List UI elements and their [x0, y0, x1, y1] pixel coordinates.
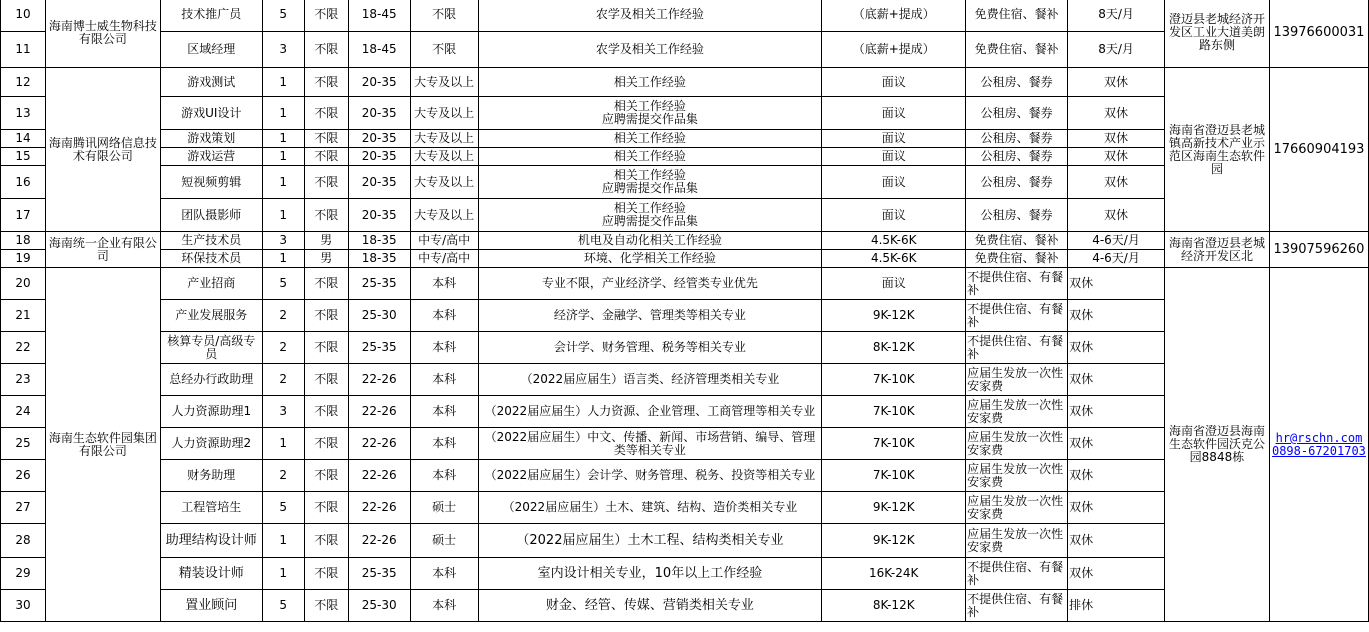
- requirement: （2022届应届生）中文、传播、新闻、市场营销、编导、管理类等相关专业: [478, 428, 822, 460]
- rest: 双休: [1068, 396, 1165, 428]
- rest: 双休: [1068, 492, 1165, 524]
- gender: 不限: [304, 0, 348, 32]
- position: 技术推广员: [160, 0, 262, 32]
- salary: 9K-12K: [822, 300, 966, 332]
- contact-email[interactable]: hr@rschn.com: [1275, 430, 1363, 445]
- benefits: 应届生发放一次性安家费: [966, 396, 1068, 428]
- rest: 双休: [1068, 300, 1165, 332]
- contact-phone: 17660904193: [1269, 68, 1368, 232]
- contact-phone[interactable]: 0898-67201703: [1271, 443, 1366, 458]
- count: 2: [262, 332, 304, 364]
- benefits: 不提供住宿、有餐补: [966, 332, 1068, 364]
- count: 1: [262, 524, 304, 558]
- education: 大专及以上: [410, 130, 478, 148]
- rest: 双休: [1068, 332, 1165, 364]
- count: 1: [262, 68, 304, 97]
- table-row: [1, 166, 1369, 199]
- gender: 不限: [304, 166, 348, 199]
- gender: 不限: [304, 428, 348, 460]
- salary: 面议: [822, 148, 966, 166]
- age: 18-35: [348, 250, 410, 268]
- salary: 7K-10K: [822, 460, 966, 492]
- requirement: （2022届应届生）土木工程、结构类相关专业: [478, 524, 822, 558]
- table-row: [1, 148, 1369, 166]
- education: 本科: [410, 590, 478, 622]
- row-number: 23: [1, 364, 46, 396]
- benefits: 公租房、餐券: [966, 97, 1068, 130]
- education: 中专/高中: [410, 232, 478, 250]
- gender: 不限: [304, 130, 348, 148]
- row-number: 20: [1, 268, 46, 300]
- table-row: [1, 32, 1369, 68]
- table-row: [1, 396, 1369, 428]
- gender: 不限: [304, 524, 348, 558]
- position: 游戏测试: [160, 68, 262, 97]
- education: 本科: [410, 364, 478, 396]
- row-number: 14: [1, 130, 46, 148]
- age: 22-26: [348, 524, 410, 558]
- requirement: 农学及相关工作经验: [478, 32, 822, 68]
- age: 20-35: [348, 130, 410, 148]
- contact-phone: 13976600031: [1269, 0, 1368, 68]
- requirement: 经济学、金融学、管理类等相关专业: [478, 300, 822, 332]
- rest: 8天/月: [1068, 0, 1165, 32]
- gender: 不限: [304, 558, 348, 590]
- rest: 双休: [1068, 166, 1165, 199]
- rest: 双休: [1068, 68, 1165, 97]
- table-row: [1, 268, 1369, 300]
- salary: （底薪+提成）: [822, 0, 966, 32]
- table-row: [1, 524, 1369, 558]
- education: 大专及以上: [410, 68, 478, 97]
- benefits: 免费住宿、餐补: [966, 0, 1068, 32]
- row-number: 18: [1, 232, 46, 250]
- benefits: 公租房、餐券: [966, 199, 1068, 232]
- requirement: 相关工作经验 应聘需提交作品集: [478, 166, 822, 199]
- position: 游戏UI设计: [160, 97, 262, 130]
- position: 人力资源助理2: [160, 428, 262, 460]
- salary: 面议: [822, 97, 966, 130]
- requirement: 环境、化学相关工作经验: [478, 250, 822, 268]
- requirement: （2022届应届生）会计学、财务管理、税务、投资等相关专业: [478, 460, 822, 492]
- gender: 不限: [304, 364, 348, 396]
- table-row: [1, 460, 1369, 492]
- count: 5: [262, 268, 304, 300]
- rest: 4-6天/月: [1068, 250, 1165, 268]
- requirement: 相关工作经验 应聘需提交作品集: [478, 97, 822, 130]
- requirement: （2022届应届生）人力资源、企业管理、工商管理等相关专业: [478, 396, 822, 428]
- table-row: [1, 558, 1369, 590]
- benefits: 公租房、餐券: [966, 68, 1068, 97]
- table-row: [1, 130, 1369, 148]
- benefits: 不提供住宿、有餐补: [966, 558, 1068, 590]
- count: 2: [262, 300, 304, 332]
- age: 18-35: [348, 232, 410, 250]
- company-address: 海南省澄迈县老城经济开发区北: [1164, 232, 1269, 268]
- position: 环保技术员: [160, 250, 262, 268]
- salary: 4.5K-6K: [822, 232, 966, 250]
- position: 短视频剪辑: [160, 166, 262, 199]
- benefits: 应届生发放一次性安家费: [966, 460, 1068, 492]
- table-row: [1, 364, 1369, 396]
- rest: 排休: [1068, 590, 1165, 622]
- education: 本科: [410, 428, 478, 460]
- age: 20-35: [348, 148, 410, 166]
- gender: 不限: [304, 590, 348, 622]
- salary: 7K-10K: [822, 428, 966, 460]
- requirement: （2022届应届生）语言类、经济管理类相关专业: [478, 364, 822, 396]
- table-row: [1, 428, 1369, 460]
- age: 20-35: [348, 97, 410, 130]
- gender: 不限: [304, 460, 348, 492]
- salary: 面议: [822, 268, 966, 300]
- row-number: 26: [1, 460, 46, 492]
- count: 1: [262, 428, 304, 460]
- count: 3: [262, 232, 304, 250]
- row-number: 24: [1, 396, 46, 428]
- age: 20-35: [348, 166, 410, 199]
- requirement: 农学及相关工作经验: [478, 0, 822, 32]
- position: 游戏运营: [160, 148, 262, 166]
- requirement: 相关工作经验: [478, 68, 822, 97]
- benefits: 应届生发放一次性安家费: [966, 524, 1068, 558]
- company-name: 海南腾讯网络信息技术有限公司: [45, 68, 160, 232]
- benefits: 不提供住宿、有餐补: [966, 268, 1068, 300]
- company-address: 澄迈县老城经济开发区工业大道美朗路东侧: [1164, 0, 1269, 68]
- row-number: 15: [1, 148, 46, 166]
- education: 大专及以上: [410, 148, 478, 166]
- education: 不限: [410, 0, 478, 32]
- age: 25-35: [348, 268, 410, 300]
- rest: 双休: [1068, 558, 1165, 590]
- age: 22-26: [348, 396, 410, 428]
- count: 1: [262, 97, 304, 130]
- table-row: [1, 300, 1369, 332]
- table-row: [1, 0, 1369, 32]
- benefits: 免费住宿、餐补: [966, 32, 1068, 68]
- gender: 不限: [304, 396, 348, 428]
- position: 区域经理: [160, 32, 262, 68]
- age: 25-35: [348, 332, 410, 364]
- rest: 双休: [1068, 428, 1165, 460]
- age: 22-26: [348, 428, 410, 460]
- rest: 8天/月: [1068, 32, 1165, 68]
- benefits: 公租房、餐券: [966, 148, 1068, 166]
- salary: 4.5K-6K: [822, 250, 966, 268]
- row-number: 29: [1, 558, 46, 590]
- salary: 9K-12K: [822, 492, 966, 524]
- salary: 面议: [822, 199, 966, 232]
- count: 3: [262, 32, 304, 68]
- benefits: 免费住宿、餐补: [966, 250, 1068, 268]
- company-name: 海南统一企业有限公司: [45, 232, 160, 268]
- education: 大专及以上: [410, 166, 478, 199]
- benefits: 不提供住宿、有餐补: [966, 300, 1068, 332]
- count: 2: [262, 364, 304, 396]
- education: 本科: [410, 268, 478, 300]
- table-row: [1, 97, 1369, 130]
- salary: 7K-10K: [822, 396, 966, 428]
- education: 本科: [410, 332, 478, 364]
- gender: 不限: [304, 300, 348, 332]
- gender: 不限: [304, 68, 348, 97]
- education: 本科: [410, 396, 478, 428]
- education: 大专及以上: [410, 199, 478, 232]
- count: 3: [262, 396, 304, 428]
- row-number: 28: [1, 524, 46, 558]
- rest: 双休: [1068, 524, 1165, 558]
- row-number: 12: [1, 68, 46, 97]
- age: 20-35: [348, 68, 410, 97]
- education: 硕士: [410, 524, 478, 558]
- benefits: 不提供住宿、有餐补: [966, 590, 1068, 622]
- count: 5: [262, 590, 304, 622]
- benefits: 公租房、餐券: [966, 166, 1068, 199]
- row-number: 16: [1, 166, 46, 199]
- education: 硕士: [410, 492, 478, 524]
- table-row: [1, 199, 1369, 232]
- age: 20-35: [348, 199, 410, 232]
- row-number: 21: [1, 300, 46, 332]
- position: 财务助理: [160, 460, 262, 492]
- position: 总经办行政助理: [160, 364, 262, 396]
- position: 置业顾问: [160, 590, 262, 622]
- rest: 双休: [1068, 148, 1165, 166]
- age: 18-45: [348, 32, 410, 68]
- education: 大专及以上: [410, 97, 478, 130]
- gender: 不限: [304, 97, 348, 130]
- gender: 男: [304, 250, 348, 268]
- requirement: 相关工作经验: [478, 148, 822, 166]
- requirement: 室内设计相关专业，10年以上工作经验: [478, 558, 822, 590]
- age: 25-35: [348, 558, 410, 590]
- salary: 16K-24K: [822, 558, 966, 590]
- salary: 面议: [822, 130, 966, 148]
- row-number: 13: [1, 97, 46, 130]
- count: 1: [262, 558, 304, 590]
- rest: 4-6天/月: [1068, 232, 1165, 250]
- position: 精装设计师: [160, 558, 262, 590]
- education: 本科: [410, 300, 478, 332]
- gender: 不限: [304, 199, 348, 232]
- benefits: 免费住宿、餐补: [966, 232, 1068, 250]
- table-row: [1, 332, 1369, 364]
- rest: 双休: [1068, 268, 1165, 300]
- benefits: 公租房、餐券: [966, 130, 1068, 148]
- position: 助理结构设计师: [160, 524, 262, 558]
- rest: 双休: [1068, 130, 1165, 148]
- salary: 8K-12K: [822, 332, 966, 364]
- count: 1: [262, 250, 304, 268]
- age: 22-26: [348, 492, 410, 524]
- requirement: 专业不限，产业经济学、经管类专业优先: [478, 268, 822, 300]
- row-number: 27: [1, 492, 46, 524]
- company-name: 海南生态软件园集团有限公司: [45, 268, 160, 622]
- age: 22-26: [348, 364, 410, 396]
- gender: 不限: [304, 492, 348, 524]
- contact-phone: 13907596260: [1269, 232, 1368, 268]
- count: 1: [262, 130, 304, 148]
- position: 人力资源助理1: [160, 396, 262, 428]
- row-number: 30: [1, 590, 46, 622]
- position: 游戏策划: [160, 130, 262, 148]
- table-row: [1, 590, 1369, 622]
- salary: 面议: [822, 68, 966, 97]
- age: 22-26: [348, 460, 410, 492]
- table-row: [1, 68, 1369, 97]
- gender: 男: [304, 232, 348, 250]
- row-number: 22: [1, 332, 46, 364]
- rest: 双休: [1068, 460, 1165, 492]
- benefits: 应届生发放一次性安家费: [966, 428, 1068, 460]
- gender: 不限: [304, 148, 348, 166]
- age: 18-45: [348, 0, 410, 32]
- salary: 9K-12K: [822, 524, 966, 558]
- position: 团队摄影师: [160, 199, 262, 232]
- table-row: [1, 232, 1369, 250]
- requirement: 机电及自动化相关工作经验: [478, 232, 822, 250]
- salary: （底薪+提成）: [822, 32, 966, 68]
- rest: 双休: [1068, 97, 1165, 130]
- position: 产业招商: [160, 268, 262, 300]
- requirement: （2022届应届生）土木、建筑、结构、造价类相关专业: [478, 492, 822, 524]
- gender: 不限: [304, 32, 348, 68]
- gender: 不限: [304, 268, 348, 300]
- requirement: 相关工作经验: [478, 130, 822, 148]
- benefits: 应届生发放一次性安家费: [966, 364, 1068, 396]
- company-name: 海南博士威生物科技有限公司: [45, 0, 160, 68]
- salary: 8K-12K: [822, 590, 966, 622]
- requirement: 相关工作经验 应聘需提交作品集: [478, 199, 822, 232]
- position: 工程管培生: [160, 492, 262, 524]
- requirement: 财金、经管、传媒、营销类相关专业: [478, 590, 822, 622]
- salary: 7K-10K: [822, 364, 966, 396]
- row-number: 11: [1, 32, 46, 68]
- count: 5: [262, 492, 304, 524]
- company-address: 海南省澄迈县海南生态软件园沃克公园8848栋: [1164, 268, 1269, 622]
- count: 5: [262, 0, 304, 32]
- education: 本科: [410, 460, 478, 492]
- benefits: 应届生发放一次性安家费: [966, 492, 1068, 524]
- education: 不限: [410, 32, 478, 68]
- row-number: 10: [1, 0, 46, 32]
- table-row: [1, 250, 1369, 268]
- age: 25-30: [348, 300, 410, 332]
- row-number: 25: [1, 428, 46, 460]
- company-address: 海南省澄迈县老城镇高新技术产业示范区海南生态软件园: [1164, 68, 1269, 232]
- count: 2: [262, 460, 304, 492]
- table-row: [1, 492, 1369, 524]
- rest: 双休: [1068, 364, 1165, 396]
- row-number: 19: [1, 250, 46, 268]
- count: 1: [262, 148, 304, 166]
- row-number: 17: [1, 199, 46, 232]
- position: 生产技术员: [160, 232, 262, 250]
- education: 本科: [410, 558, 478, 590]
- count: 1: [262, 166, 304, 199]
- count: 1: [262, 199, 304, 232]
- position: 产业发展服务: [160, 300, 262, 332]
- contact-email-link[interactable]: [1269, 268, 1368, 622]
- education: 中专/高中: [410, 250, 478, 268]
- position: 核算专员/高级专员: [160, 332, 262, 364]
- gender: 不限: [304, 332, 348, 364]
- salary: 面议: [822, 166, 966, 199]
- requirement: 会计学、财务管理、税务等相关专业: [478, 332, 822, 364]
- age: 25-30: [348, 590, 410, 622]
- rest: 双休: [1068, 199, 1165, 232]
